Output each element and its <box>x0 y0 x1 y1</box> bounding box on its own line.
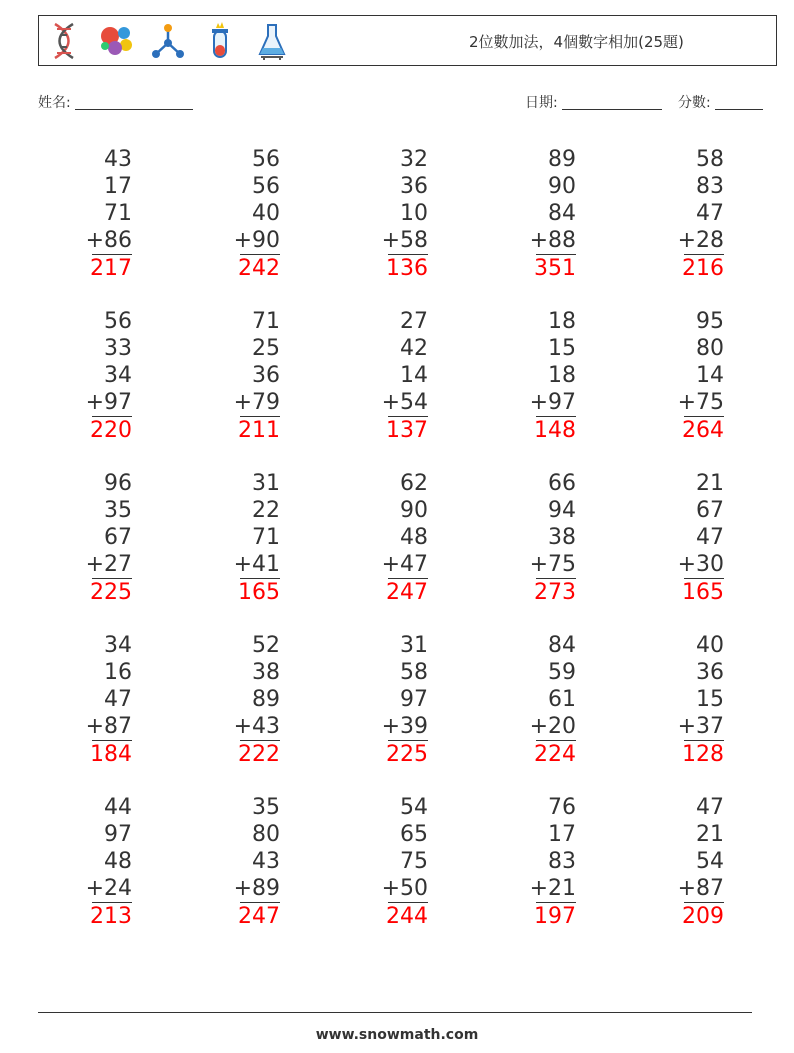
addend-1: 84 <box>548 633 576 658</box>
addend-1: 43 <box>104 147 132 172</box>
addend-2: 36 <box>400 174 428 199</box>
addend-3: 47 <box>104 687 132 712</box>
addend-4: +87 <box>677 876 724 901</box>
addend-4: +79 <box>233 390 280 415</box>
addition-problem <box>186 308 280 445</box>
addend-3: 89 <box>252 687 280 712</box>
answer: 273 <box>534 580 576 605</box>
addend-4: +88 <box>529 228 576 253</box>
addend-3: 75 <box>400 849 428 874</box>
addend-4: +30 <box>677 552 724 577</box>
header-icons <box>47 21 302 61</box>
addend-1: 89 <box>548 147 576 172</box>
addend-2: 22 <box>252 498 280 523</box>
answer: 165 <box>238 580 280 605</box>
score-blank[interactable] <box>715 95 763 110</box>
addend-1: 47 <box>696 795 724 820</box>
addend-3: 47 <box>696 525 724 550</box>
footer-site: www.snowmath.com <box>315 1027 479 1043</box>
addend-1: 31 <box>400 633 428 658</box>
addend-4: +89 <box>233 876 280 901</box>
addend-3: 61 <box>548 687 576 712</box>
addend-4: +97 <box>85 390 132 415</box>
name-blank[interactable] <box>75 95 193 110</box>
addend-3: 71 <box>104 201 132 226</box>
addend-2: 56 <box>252 174 280 199</box>
answer: 216 <box>682 256 724 281</box>
addition-problem <box>630 470 724 607</box>
addend-4: +87 <box>85 714 132 739</box>
addition-problem <box>186 794 280 931</box>
addend-4: +41 <box>233 552 280 577</box>
molecule-balls-icon <box>99 21 133 61</box>
addition-problem <box>38 794 132 931</box>
addend-2: 97 <box>104 822 132 847</box>
addend-2: 21 <box>696 822 724 847</box>
answer: 222 <box>238 742 280 767</box>
addend-3: 14 <box>400 363 428 388</box>
addend-4: +47 <box>381 552 428 577</box>
addend-3: 54 <box>696 849 724 874</box>
addition-problem <box>630 308 724 445</box>
answer: 224 <box>534 742 576 767</box>
addend-4: +75 <box>677 390 724 415</box>
addend-2: 33 <box>104 336 132 361</box>
addend-2: 17 <box>548 822 576 847</box>
addend-1: 76 <box>548 795 576 820</box>
addend-2: 25 <box>252 336 280 361</box>
answer: 264 <box>682 418 724 443</box>
addend-3: 48 <box>104 849 132 874</box>
addend-1: 27 <box>400 309 428 334</box>
addend-1: 96 <box>104 471 132 496</box>
addend-2: 17 <box>104 174 132 199</box>
addend-2: 42 <box>400 336 428 361</box>
addend-1: 66 <box>548 471 576 496</box>
addend-4: +37 <box>677 714 724 739</box>
addend-4: +21 <box>529 876 576 901</box>
addition-problem <box>482 794 576 931</box>
answer: 217 <box>90 256 132 281</box>
addition-problem <box>38 470 132 607</box>
addend-3: 10 <box>400 201 428 226</box>
addition-problem <box>38 308 132 445</box>
answer: 213 <box>90 904 132 929</box>
answer: 225 <box>386 742 428 767</box>
answer: 148 <box>534 418 576 443</box>
addend-4: +90 <box>233 228 280 253</box>
addition-problem <box>38 632 132 769</box>
addend-3: 47 <box>696 201 724 226</box>
answer: 184 <box>90 742 132 767</box>
addition-problem <box>334 632 428 769</box>
name-field[interactable] <box>38 92 193 112</box>
addend-3: 18 <box>548 363 576 388</box>
addition-problem <box>482 308 576 445</box>
date-blank[interactable] <box>562 95 662 110</box>
addend-1: 35 <box>252 795 280 820</box>
addend-3: 36 <box>252 363 280 388</box>
addend-2: 15 <box>548 336 576 361</box>
addend-1: 32 <box>400 147 428 172</box>
addend-1: 58 <box>696 147 724 172</box>
addition-problem <box>186 146 280 283</box>
addend-3: 67 <box>104 525 132 550</box>
answer: 211 <box>238 418 280 443</box>
addition-problem <box>334 308 428 445</box>
test-tube-icon <box>203 21 237 61</box>
answer: 197 <box>534 904 576 929</box>
addend-2: 83 <box>696 174 724 199</box>
molecule-structure-icon <box>151 21 185 61</box>
answer: 136 <box>386 256 428 281</box>
answer: 225 <box>90 580 132 605</box>
addend-4: +43 <box>233 714 280 739</box>
addend-2: 67 <box>696 498 724 523</box>
answer: 165 <box>682 580 724 605</box>
addend-4: +20 <box>529 714 576 739</box>
addend-4: +24 <box>85 876 132 901</box>
addend-3: 38 <box>548 525 576 550</box>
dna-icon <box>47 21 81 61</box>
addend-3: 14 <box>696 363 724 388</box>
addend-3: 97 <box>400 687 428 712</box>
addition-problem <box>334 146 428 283</box>
answer: 247 <box>238 904 280 929</box>
addend-3: 43 <box>252 849 280 874</box>
addend-3: 84 <box>548 201 576 226</box>
answer: 247 <box>386 580 428 605</box>
addend-3: 83 <box>548 849 576 874</box>
addend-2: 90 <box>548 174 576 199</box>
date-label: 日期: <box>525 95 558 111</box>
addend-2: 58 <box>400 660 428 685</box>
answer: 242 <box>238 256 280 281</box>
addend-4: +54 <box>381 390 428 415</box>
addition-problem <box>630 146 724 283</box>
addend-2: 80 <box>252 822 280 847</box>
answer: 244 <box>386 904 428 929</box>
addend-3: 15 <box>696 687 724 712</box>
addend-4: +39 <box>381 714 428 739</box>
addend-4: +50 <box>381 876 428 901</box>
answer: 351 <box>534 256 576 281</box>
addend-2: 35 <box>104 498 132 523</box>
addition-problem <box>482 470 576 607</box>
addend-1: 54 <box>400 795 428 820</box>
addend-1: 62 <box>400 471 428 496</box>
addend-4: +28 <box>677 228 724 253</box>
addition-problem <box>186 470 280 607</box>
answer: 137 <box>386 418 428 443</box>
addend-4: +97 <box>529 390 576 415</box>
addend-2: 38 <box>252 660 280 685</box>
addend-1: 34 <box>104 633 132 658</box>
addend-1: 52 <box>252 633 280 658</box>
addend-4: +75 <box>529 552 576 577</box>
answer: 128 <box>682 742 724 767</box>
addend-1: 31 <box>252 471 280 496</box>
addition-problem <box>630 794 724 931</box>
worksheet-title: 2位數加法，4個數字相加(25題) <box>469 33 684 51</box>
addend-4: +27 <box>85 552 132 577</box>
addend-3: 34 <box>104 363 132 388</box>
worksheet-header <box>38 15 777 66</box>
addition-problem <box>482 632 576 769</box>
addend-1: 18 <box>548 309 576 334</box>
addend-1: 21 <box>696 471 724 496</box>
addition-problem <box>334 794 428 931</box>
addend-2: 65 <box>400 822 428 847</box>
addend-1: 71 <box>252 309 280 334</box>
addend-3: 40 <box>252 201 280 226</box>
date-field[interactable] <box>525 92 662 112</box>
addend-1: 44 <box>104 795 132 820</box>
addend-3: 71 <box>252 525 280 550</box>
footer-divider <box>38 1012 752 1013</box>
score-field[interactable] <box>678 92 763 112</box>
addition-problem <box>482 146 576 283</box>
addend-2: 94 <box>548 498 576 523</box>
addend-1: 95 <box>696 309 724 334</box>
addend-2: 59 <box>548 660 576 685</box>
addend-3: 48 <box>400 525 428 550</box>
addend-2: 16 <box>104 660 132 685</box>
addition-problem <box>630 632 724 769</box>
addend-1: 40 <box>696 633 724 658</box>
addition-problem <box>38 146 132 283</box>
addend-4: +86 <box>85 228 132 253</box>
score-label: 分數: <box>678 95 711 111</box>
addend-2: 36 <box>696 660 724 685</box>
answer: 209 <box>682 904 724 929</box>
name-label: 姓名: <box>38 95 71 111</box>
flask-icon <box>255 21 289 61</box>
addend-2: 80 <box>696 336 724 361</box>
addend-1: 56 <box>252 147 280 172</box>
addend-1: 56 <box>104 309 132 334</box>
addend-4: +58 <box>381 228 428 253</box>
addend-2: 90 <box>400 498 428 523</box>
answer: 220 <box>90 418 132 443</box>
addition-problem <box>186 632 280 769</box>
addition-problem <box>334 470 428 607</box>
